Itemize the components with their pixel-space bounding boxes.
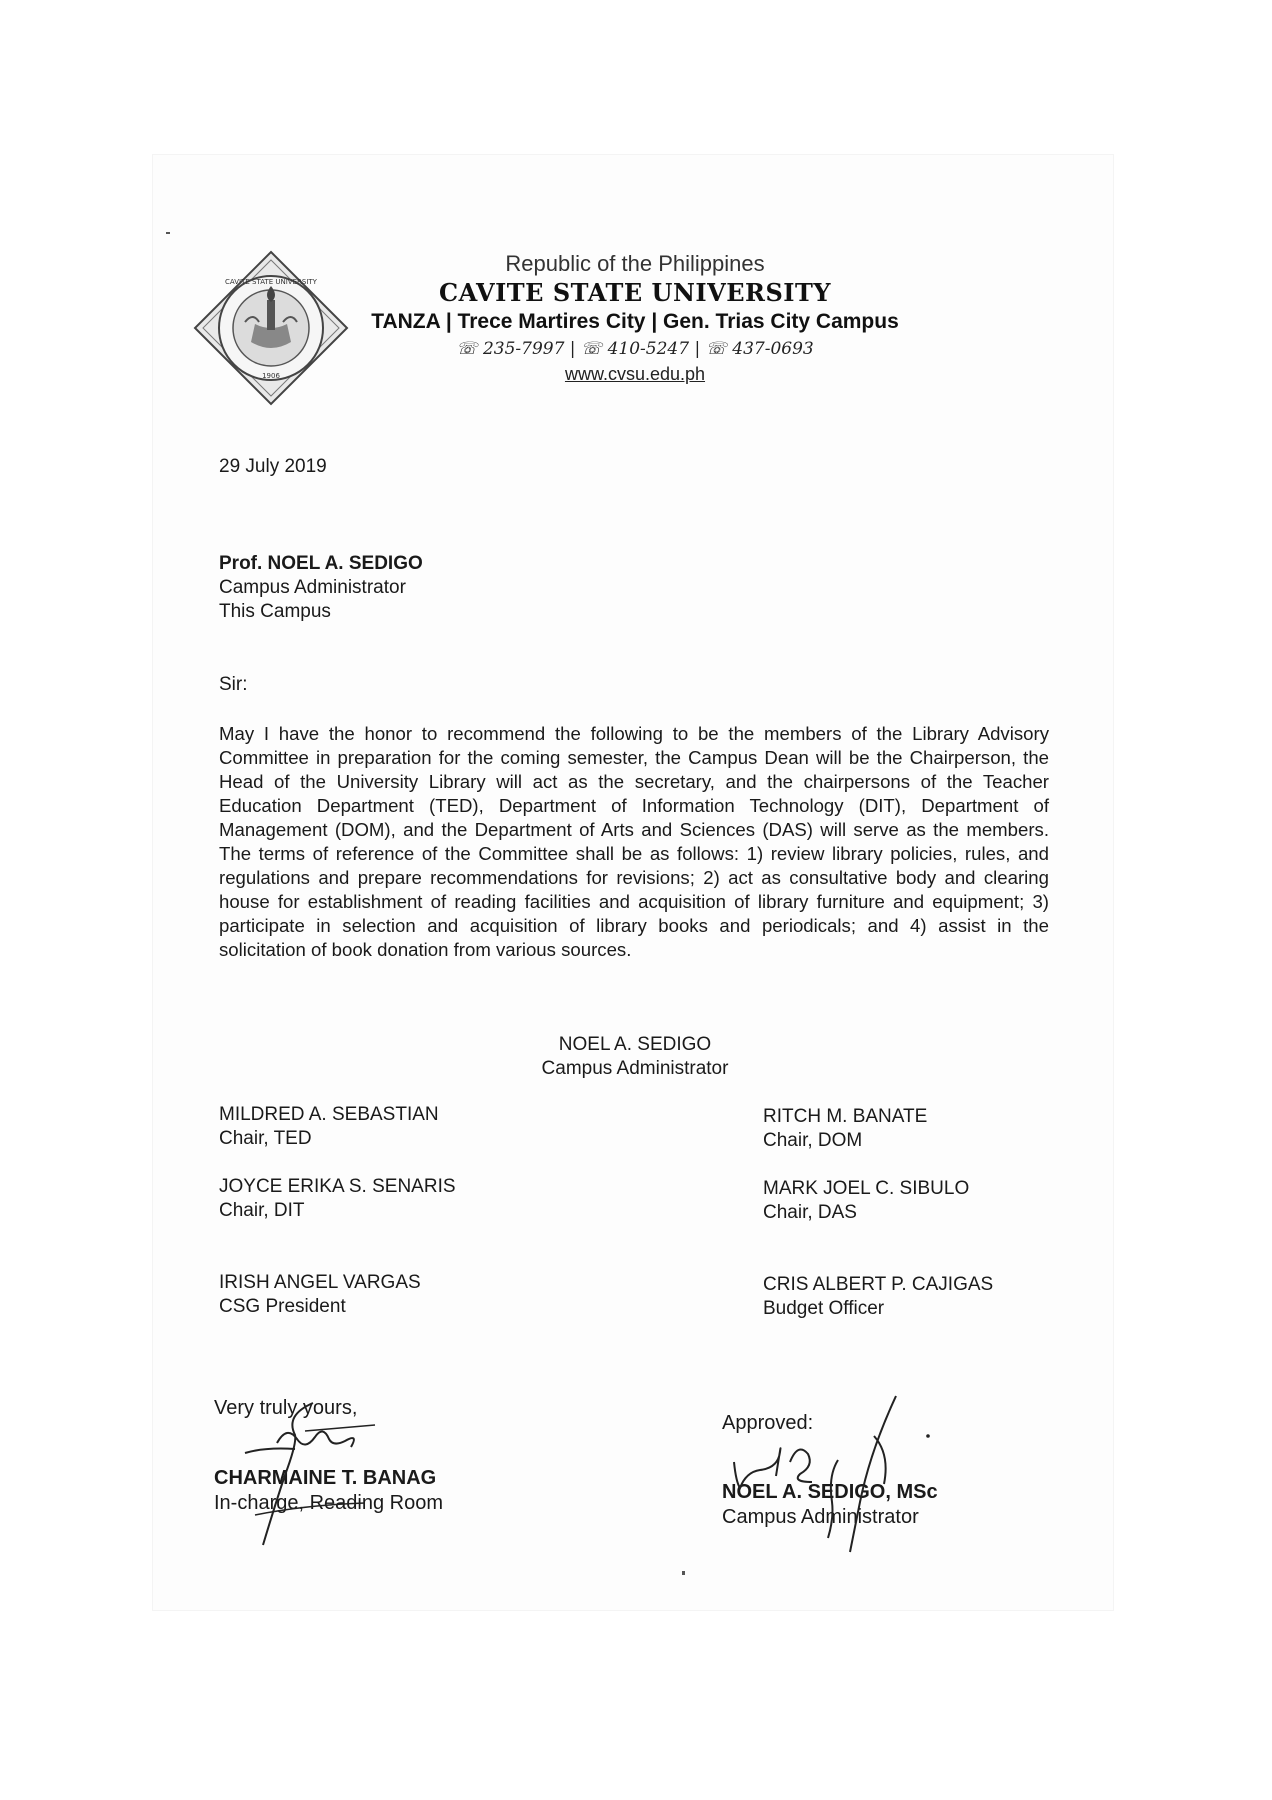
member-block xyxy=(219,1271,421,1319)
committee-chair-block xyxy=(470,1033,800,1081)
approver-name: NOEL A. SEDIGO, MSc xyxy=(722,1481,938,1503)
letter-date: 29 July 2019 xyxy=(219,456,327,477)
sender-role: In-charge, Reading Room xyxy=(214,1492,444,1514)
approval-label: Approved: xyxy=(722,1412,814,1434)
member-role: Chair, DOM xyxy=(763,1130,863,1151)
chair-name: NOEL A. SEDIGO xyxy=(558,1034,712,1055)
addressee-location: This Campus xyxy=(219,601,331,622)
salutation: Sir: xyxy=(219,674,248,695)
closing-label: Very truly yours, xyxy=(214,1397,358,1419)
seal-year-text: 1906 xyxy=(262,372,280,380)
member-role: Chair, DAS xyxy=(763,1202,857,1223)
member-role: CSG President xyxy=(219,1296,346,1317)
sender-name: CHARMAINE T. BANAG xyxy=(214,1467,437,1489)
scan-speck xyxy=(166,232,170,234)
republic-line: Republic of the Philippines xyxy=(505,251,765,276)
addressee-name: Prof. NOEL A. SEDIGO xyxy=(219,553,423,574)
member-block xyxy=(763,1177,969,1225)
addressee-title: Campus Administrator xyxy=(219,577,406,598)
phone-numbers: ☏ 235-7997 | ☏ 410-5247 | ☏ 437-0693 xyxy=(456,339,814,359)
member-block xyxy=(219,1175,456,1223)
member-name: CRIS ALBERT P. CAJIGAS xyxy=(763,1274,994,1295)
website-link[interactable]: www.cvsu.edu.ph xyxy=(564,364,706,384)
member-name: MILDRED A. SEBASTIAN xyxy=(219,1104,439,1125)
member-role: Chair, TED xyxy=(219,1128,312,1149)
letterhead xyxy=(345,250,925,386)
member-name: IRISH ANGEL VARGAS xyxy=(219,1272,421,1293)
chair-role: Campus Administrator xyxy=(541,1058,729,1079)
university-seal-icon xyxy=(193,250,349,406)
member-role: Budget Officer xyxy=(763,1298,885,1319)
member-role: Chair, DIT xyxy=(219,1200,305,1221)
seal-name-text: CAVITE STATE UNIVERSITY xyxy=(225,278,317,286)
member-block xyxy=(219,1103,439,1151)
letter-body: May I have the honor to recommend the following to be the members of the Library Advisory Committee in preparation for the coming semester, the Campus Dean will be the Chairperson, the Head of the University Library will act as the secretary, and the chairpersons of the Teacher Education Department (TED), Department of Information Technology (DIT), Department of Management (DOM), and the Department of Arts and Sciences (DAS) will serve as the members. The terms of reference of the Committee shall be as follows: 1) review library policies, rules, and regulations and prepare recommendations for revisions; 2) act as consultative body and clearing house for establishment of reading facilities and acquisition of library furniture and equipment; 3) participate in selection and acquisition of library books and periodicals; and 4) assist in the solicitation of book donation from various sources. xyxy=(219,723,1049,960)
member-block xyxy=(763,1105,927,1153)
university-name: CAVITE STATE UNIVERSITY xyxy=(438,278,832,307)
member-name: JOYCE ERIKA S. SENARIS xyxy=(219,1176,456,1197)
member-name: MARK JOEL C. SIBULO xyxy=(763,1178,970,1199)
campus-line: TANZA | Trece Martires City | Gen. Trias City Campus xyxy=(371,310,899,333)
scan-speck xyxy=(682,1571,685,1575)
member-block xyxy=(763,1273,993,1321)
approver-role: Campus Administrator xyxy=(722,1506,919,1528)
member-name: RITCH M. BANATE xyxy=(763,1106,928,1127)
